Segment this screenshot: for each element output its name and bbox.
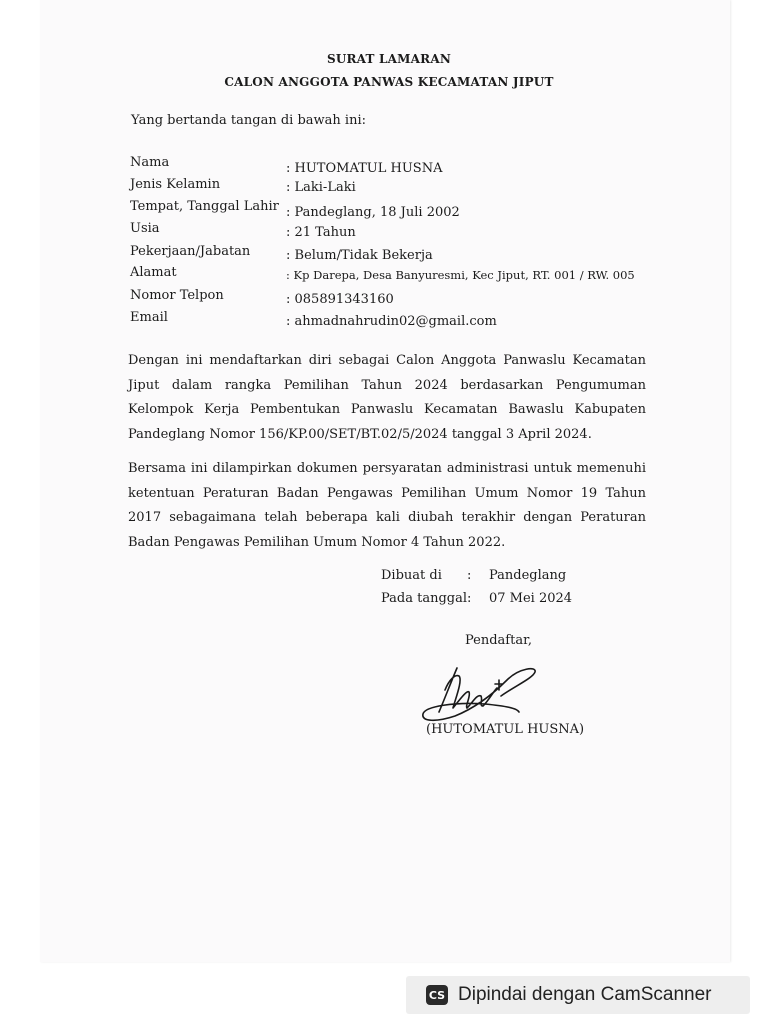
made-in-value: Pandeglang bbox=[489, 568, 567, 583]
camscanner-badge bbox=[406, 976, 750, 1014]
field-label: Pekerjaan/Jabatan bbox=[130, 244, 251, 259]
field-label: Nomor Telpon bbox=[130, 288, 224, 303]
made-in-label: Dibuat di bbox=[381, 568, 442, 583]
field-label: Tempat, Tanggal Lahir bbox=[130, 199, 279, 214]
field-value: : 085891343160 bbox=[286, 292, 394, 307]
camscanner-logo-icon: CS bbox=[426, 985, 448, 1005]
field-value: : 21 Tahun bbox=[286, 225, 356, 240]
field-value: : Belum/Tidak Bekerja bbox=[286, 248, 433, 263]
field-label: Alamat bbox=[130, 265, 177, 280]
colon: : bbox=[467, 568, 472, 583]
field-label: Email bbox=[130, 310, 168, 325]
field-value: : Kp Darepa, Desa Banyuresmi, Kec Jiput, RT. 001 / RW. 005 bbox=[286, 268, 635, 282]
field-value: : Laki-Laki bbox=[286, 180, 356, 195]
letter-title: SURAT LAMARAN bbox=[326, 52, 452, 66]
paragraph-registration: Dengan ini mendaftarkan diri sebagai Calon Anggota Panwaslu Kecamatan Jiput dalam rangka Pemilihan Tahun 2024 berdasarkan Pengumuman Kelompok Kerja Pembentukan Panwaslu Kecamatan Bawaslu Kabupaten Pandeglang Nomor 156/KP.00/SET/BT.02/5/2024 tanggal 3 April 2024. bbox=[128, 353, 646, 442]
field-label: Usia bbox=[130, 221, 160, 236]
field-label: Jenis Kelamin bbox=[130, 177, 221, 192]
letter-subtitle: CALON ANGGOTA PANWAS KECAMATAN JIPUT bbox=[224, 75, 554, 89]
signed-name: (HUTOMATUL HUSNA) bbox=[426, 722, 585, 737]
intro-text: Yang bertanda tangan di bawah ini: bbox=[131, 113, 366, 128]
date-value: 07 Mei 2024 bbox=[489, 591, 573, 606]
handwritten-signature bbox=[415, 660, 545, 730]
date-label: Pada tanggal bbox=[381, 591, 468, 606]
camscanner-text: Dipindai dengan CamScanner bbox=[458, 984, 712, 1005]
made-in-row bbox=[0, 568, 768, 588]
paragraph-attachments: Bersama ini dilampirkan dokumen persyaratan administrasi untuk memenuhi ketentuan Peraturan Badan Pengawas Pemilihan Umum Nomor 19 Tahun 2017 sebagaimana telah beberapa kali diubah terakhir dengan Peraturan Badan Pengawas Pemilihan Umum Nomor 4 Tahun 2022. bbox=[128, 461, 646, 550]
field-label: Nama bbox=[130, 155, 170, 170]
field-value: : ahmadnahrudin02@gmail.com bbox=[286, 314, 497, 329]
registrant-label: Pendaftar, bbox=[465, 633, 533, 648]
field-value: : HUTOMATUL HUSNA bbox=[286, 161, 443, 176]
date-row bbox=[0, 591, 768, 611]
colon: : bbox=[467, 591, 472, 606]
field-value: : Pandeglang, 18 Juli 2002 bbox=[286, 205, 460, 220]
